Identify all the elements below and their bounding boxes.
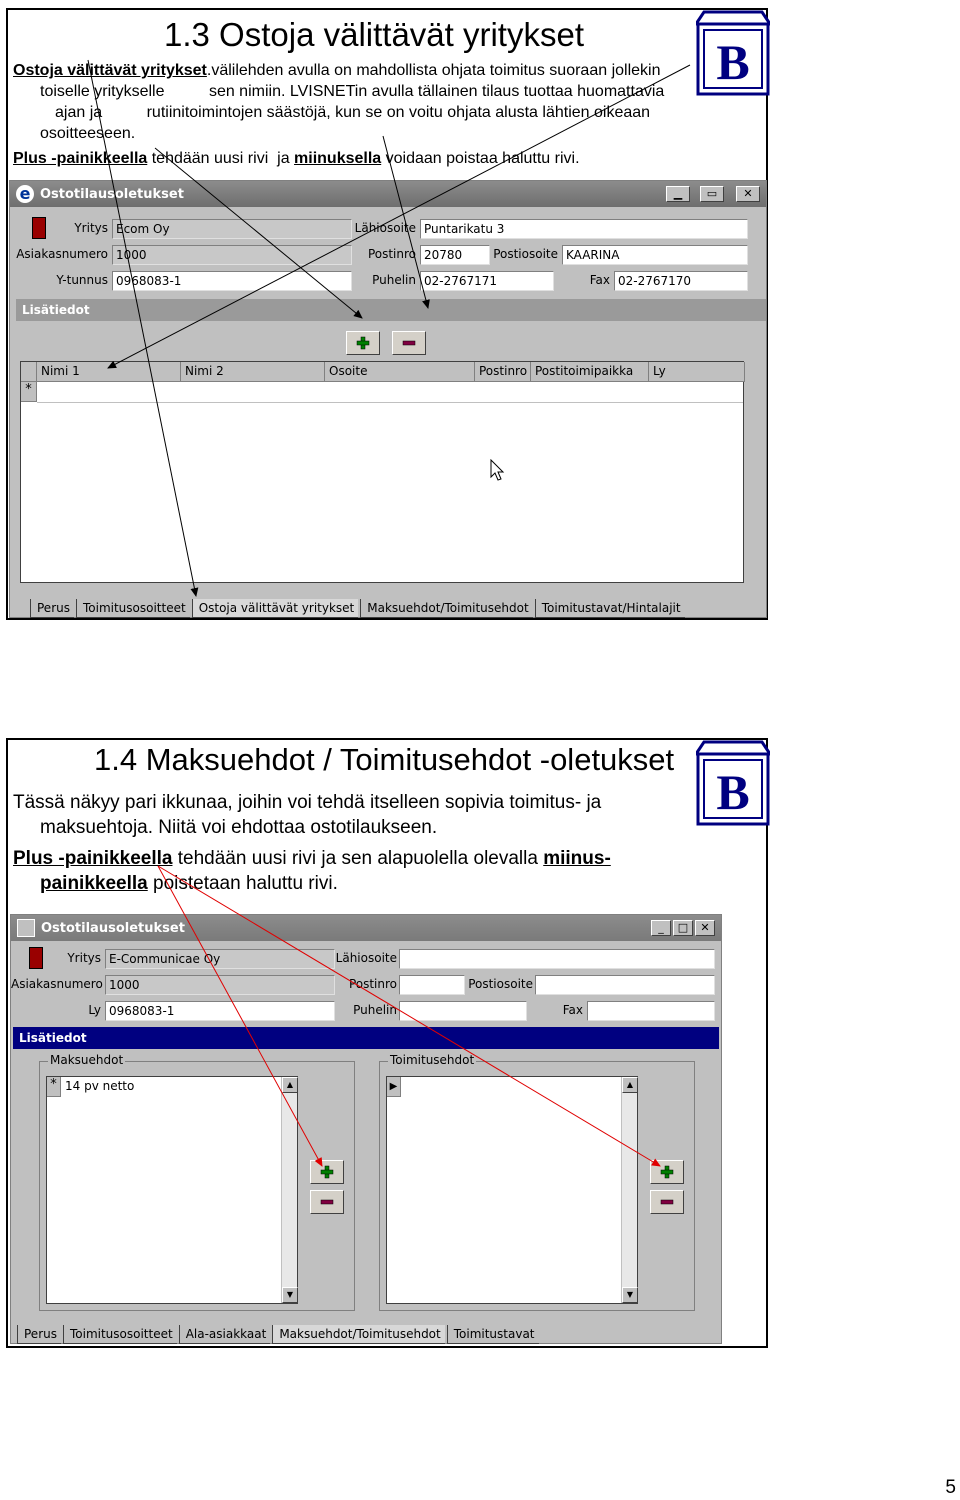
- current-row-arrow-icon: ▶: [387, 1077, 401, 1097]
- paragraph-2-line-2: [40, 871, 338, 896]
- col-nimi1[interactable]: Nimi 1: [37, 362, 181, 382]
- yritys-field[interactable]: Ecom Oy: [112, 219, 352, 239]
- row-marker: *: [47, 1077, 61, 1097]
- label-lahiosoite: Lähiosoite: [354, 221, 416, 235]
- label-yritys: Yritys: [74, 221, 108, 235]
- lisatiedot-header: Lisätiedot: [13, 1027, 719, 1049]
- maksuehdot-minus-button[interactable]: [310, 1190, 344, 1214]
- postiosoite-field[interactable]: KAARINA: [562, 245, 748, 265]
- puhelin-field[interactable]: [399, 1001, 527, 1021]
- close-button[interactable]: ✕: [695, 920, 715, 936]
- label-asiakasnumero: Asiakasnumero: [11, 977, 103, 991]
- ostotilausoletukset-window: [9, 180, 767, 618]
- scroll-down-arrow-icon[interactable]: ▼: [622, 1287, 638, 1303]
- paragraph-1-line-1: [13, 60, 660, 81]
- minus-term: miinus-: [543, 848, 611, 869]
- slide-title: 1.4 Maksuehdot / Toimitusehdot -oletukset: [94, 742, 675, 777]
- para-text: .välilehden avulla on mahdollista ohjata toimitus suoraan jollekin: [206, 62, 661, 79]
- label-ytunnus: Y-tunnus: [56, 273, 108, 287]
- label-asiakasnumero: Asiakasnumero: [16, 247, 108, 261]
- maksuehdot-scrollbar[interactable]: [281, 1077, 297, 1303]
- plus-icon: [660, 1165, 674, 1179]
- paragraph-1-line-2: maksuehtoja. Niitä voi ehdottaa ostotilaukseen.: [40, 817, 438, 838]
- label-postiosoite: Postiosoite: [468, 977, 533, 991]
- label-fax: Fax: [562, 1003, 583, 1017]
- fax-field[interactable]: 02-2767170: [614, 271, 748, 291]
- maksuehdot-list[interactable]: [46, 1076, 298, 1304]
- asiakasnumero-field[interactable]: 1000: [105, 975, 335, 995]
- paragraph-1-line-2: toiselle yritykselle sen nimiin. LVISNETin avulla tällainen tilaus tuottaa huomattavia: [40, 83, 665, 100]
- puhelin-field[interactable]: 02-2767171: [420, 271, 554, 291]
- phone-card-icon: [29, 947, 43, 969]
- paragraph-1-line-4: osoitteeseen.: [40, 125, 136, 142]
- app-e-icon: e: [16, 185, 34, 203]
- para-text: tehdään uusi rivi ja sen alapuolella olevalla: [172, 848, 544, 869]
- mouse-cursor-icon: [490, 459, 506, 483]
- lahiosoite-field[interactable]: [399, 949, 715, 969]
- lahiosoite-field[interactable]: Puntarikatu 3: [420, 219, 748, 239]
- b-logo-icon: [696, 10, 770, 103]
- scroll-up-arrow-icon[interactable]: ▲: [622, 1077, 638, 1093]
- plus-term: Plus -painikkeella: [13, 848, 173, 869]
- maksuehdot-group: [39, 1053, 355, 1311]
- maksuehdot-plus-button[interactable]: [310, 1160, 344, 1184]
- slide-maksuehdot-toimitusehdot: [6, 738, 768, 1348]
- label-postinro: Postinro: [367, 247, 416, 261]
- grid-corner: [21, 362, 37, 382]
- b-logo-icon: [696, 740, 770, 833]
- para-text: tehdään uusi rivi ja: [147, 150, 295, 167]
- scroll-up-arrow-icon[interactable]: ▲: [282, 1077, 298, 1093]
- maksuehdot-label: Maksuehdot: [50, 1053, 124, 1067]
- label-lahiosoite: Lähiosoite: [335, 951, 397, 965]
- postinro-field[interactable]: 20780: [420, 245, 490, 265]
- tab-toimitusosoitteet[interactable]: Toimitusosoitteet: [76, 599, 190, 618]
- ytunnus-field[interactable]: 0968083-1: [112, 271, 352, 291]
- scroll-down-arrow-icon[interactable]: ▼: [282, 1287, 298, 1303]
- tab-strip: [30, 599, 687, 618]
- col-postinro[interactable]: Postinro: [475, 362, 531, 382]
- label-postinro: Postinro: [348, 977, 397, 991]
- para-text: poistetaan haluttu rivi.: [147, 873, 338, 894]
- window-titlebar: [10, 181, 766, 207]
- label-ly: Ly: [88, 1003, 101, 1017]
- minus-icon: [402, 336, 416, 350]
- paragraph-1-line-3: ajan ja rutiinitoimintojen säästöjä, kun se on voitu ohjata alusta lähtien oikeaan: [55, 104, 651, 121]
- postiosoite-field[interactable]: [535, 975, 715, 995]
- ostotilausoletukset-window: [10, 914, 722, 1344]
- yritys-field[interactable]: E-Communicae Oy: [105, 949, 335, 969]
- maximize-button[interactable]: □: [673, 920, 693, 936]
- label-yritys: Yritys: [67, 951, 101, 965]
- tab-maksuehdot[interactable]: Maksuehdot/Toimitusehdot: [272, 1325, 444, 1344]
- plus-icon: [356, 336, 370, 350]
- maximize-button[interactable]: ▭: [700, 186, 724, 202]
- window-titlebar: [11, 915, 721, 941]
- paragraph-1-line-1: Tässä näkyy pari ikkunaa, joihin voi tehdä itselleen sopivia toimitus- ja: [13, 792, 602, 813]
- page-number: 5: [945, 1477, 956, 1498]
- tab-perus[interactable]: Perus: [30, 599, 74, 618]
- tab-toimitustavat[interactable]: Toimitustavat/Hintalajit: [535, 599, 685, 618]
- slide-ostoja-valittavat: [6, 8, 768, 620]
- minus-term-cont: painikkeella: [40, 873, 148, 894]
- app-icon: [17, 919, 35, 937]
- tab-ala-asiakkaat[interactable]: Ala-asiakkaat: [179, 1325, 271, 1344]
- phone-card-icon: [32, 217, 46, 239]
- para-text: voidaan poistaa haluttu rivi.: [381, 150, 580, 167]
- maksuehto-row[interactable]: 14 pv netto: [65, 1079, 135, 1093]
- window-title: Ostotilausoletukset: [40, 186, 184, 202]
- ostoja-grid[interactable]: [20, 361, 744, 583]
- tab-perus[interactable]: Perus: [17, 1325, 61, 1344]
- toimitusehdot-plus-button[interactable]: [650, 1160, 684, 1184]
- tab-strip: [17, 1325, 541, 1344]
- label-puhelin: Puhelin: [353, 1003, 397, 1017]
- lisatiedot-header: Lisätiedot: [16, 299, 766, 321]
- col-nimi2[interactable]: Nimi 2: [181, 362, 325, 382]
- minimize-button[interactable]: _: [651, 920, 671, 936]
- minus-term: miinuksella: [294, 150, 382, 167]
- toimitusehdot-scrollbar[interactable]: [621, 1077, 637, 1303]
- label-puhelin: Puhelin: [372, 273, 416, 287]
- fax-field[interactable]: [587, 1001, 715, 1021]
- paragraph-2: [13, 148, 580, 169]
- minus-icon: [320, 1195, 334, 1209]
- tab-maksuehdot[interactable]: Maksuehdot/Toimitusehdot: [360, 599, 532, 618]
- tab-toimitusosoitteet[interactable]: Toimitusosoitteet: [63, 1325, 177, 1344]
- svg-text:B: B: [716, 764, 750, 820]
- toimitusehdot-label: Toimitusehdot: [390, 1053, 475, 1067]
- tab-ostoja-valittavat[interactable]: Ostoja välittävät yritykset: [192, 599, 359, 618]
- asiakasnumero-field[interactable]: 1000: [112, 245, 352, 265]
- col-osoite[interactable]: Osoite: [325, 362, 475, 382]
- col-postitoimipaikka[interactable]: Postitoimipaikka: [531, 362, 649, 382]
- toimitusehdot-group: [379, 1053, 695, 1311]
- window-title: Ostotilausoletukset: [41, 920, 185, 936]
- plus-button[interactable]: [346, 331, 380, 355]
- toimitusehdot-list[interactable]: [386, 1076, 638, 1304]
- plus-icon: [320, 1165, 334, 1179]
- label-fax: Fax: [589, 273, 610, 287]
- paragraph-2-line-1: [13, 846, 611, 871]
- toimitusehdot-minus-button[interactable]: [650, 1190, 684, 1214]
- plus-term: Plus -painikkeella: [13, 150, 148, 167]
- new-row[interactable]: [37, 382, 743, 403]
- col-ly[interactable]: Ly: [649, 362, 745, 382]
- tab-name-link: Ostoja välittävät yritykset: [13, 62, 207, 79]
- svg-text:B: B: [716, 34, 750, 90]
- close-button[interactable]: ✕: [736, 186, 760, 202]
- slide-title: 1.3 Ostoja välittävät yritykset: [164, 16, 584, 53]
- tab-toimitustavat[interactable]: Toimitustavat: [447, 1325, 539, 1344]
- minus-button[interactable]: [392, 331, 426, 355]
- minimize-button[interactable]: ▁: [666, 186, 690, 202]
- postinro-field[interactable]: [399, 975, 465, 995]
- label-postiosoite: Postiosoite: [493, 247, 558, 261]
- new-row-marker: *: [21, 382, 37, 402]
- ly-field[interactable]: 0968083-1: [105, 1001, 335, 1021]
- minus-icon: [660, 1195, 674, 1209]
